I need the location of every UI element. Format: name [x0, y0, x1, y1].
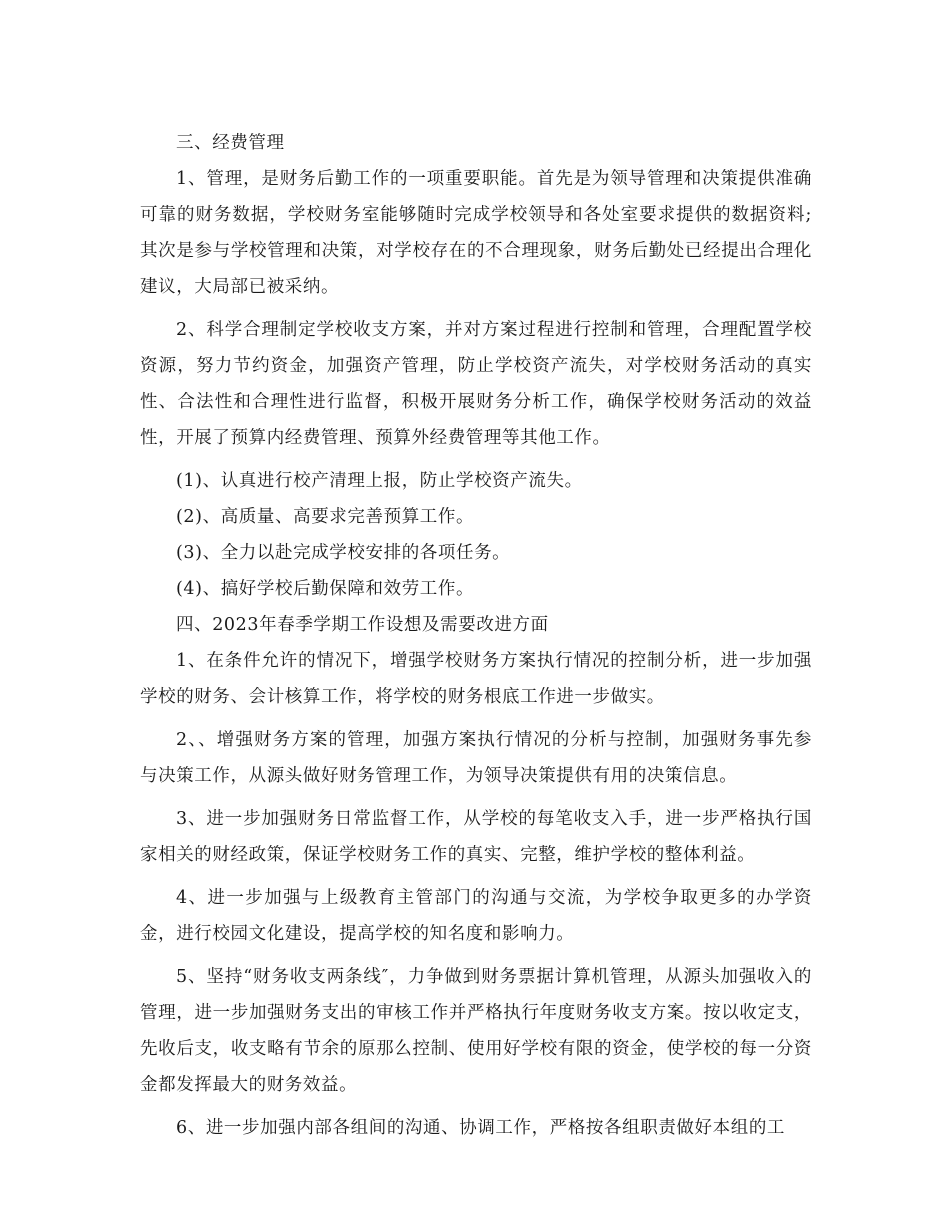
paragraph: 5、坚持“财务收支两条线″，力争做到财务票据计算机管理，从源头加强收入的管理，进一步加强财务支出的审核工作并严格执行年度财务收支方案。按以收定支，先收后支，收支略有节余的原那么控制、使用好学校有限的资金，使学校的每一分资金都发挥最大的财务效益。 [140, 967, 812, 1095]
paragraph: 2、科学合理制定学校收支方案，并对方案过程进行控制和管理，合理配置学校资源，努力节约资金，加强资产管理，防止学校资产流失，对学校财务活动的真实性、合法性和合理性进行监督，积极开展财务分析工作，确保学校财务活动的效益性，开展了预算内经费管理、预算外经费管理等其他工作。 [140, 320, 812, 448]
paragraph: 3、进一步加强财务日常监督工作，从学校的每笔收支入手，进一步严格执行国家相关的财经政策，保证学校财务工作的真实、完整，维护学校的整体利益。 [140, 809, 812, 865]
paragraph: 2、、增强财务方案的管理，加强方案执行情况的分析与控制，加强财务事先参与决策工作，从源头做好财务管理工作，为领导决策提供有用的决策信息。 [140, 730, 812, 786]
list-item: (1)、认真进行校产清理上报，防止学校资产流失。 [176, 471, 583, 491]
list-item: (2)、高质量、高要求完善预算工作。 [176, 507, 475, 527]
list-item: (3)、全力以赴完成学校安排的各项任务。 [176, 543, 511, 563]
paragraph: 4、进一步加强与上级教育主管部门的沟通与交流，为学校争取更多的办学资金，进行校园文化建设，提高学校的知名度和影响力。 [140, 888, 812, 944]
paragraph: 1、在条件允许的情况下，增强学校财务方案执行情况的控制分析，进一步加强学校的财务、会计核算工作，将学校的财务根底工作进一步做实。 [140, 651, 812, 707]
list-item: (4)、搞好学校后勤保障和效劳工作。 [176, 579, 475, 599]
document-body [140, 125, 812, 1153]
paragraph: 6、进一步加强内部各组间的沟通、协调工作，严格按各组职责做好本组的工 [176, 1118, 786, 1138]
section-heading-plans: 四、2023年春季学期工作设想及需要改进方面 [176, 615, 549, 635]
paragraph: 1、管理，是财务后勤工作的一项重要职能。首先是为领导管理和决策提供准确可靠的财务数据，学校财务室能够随时完成学校领导和各处室要求提供的数据资料;其次是参与学校管理和决策，对学校存在的不合理现象，财务后勤处已经提出合理化建议，大局部已被采纳。 [140, 169, 812, 297]
section-heading-funds: 三、经费管理 [176, 133, 285, 153]
